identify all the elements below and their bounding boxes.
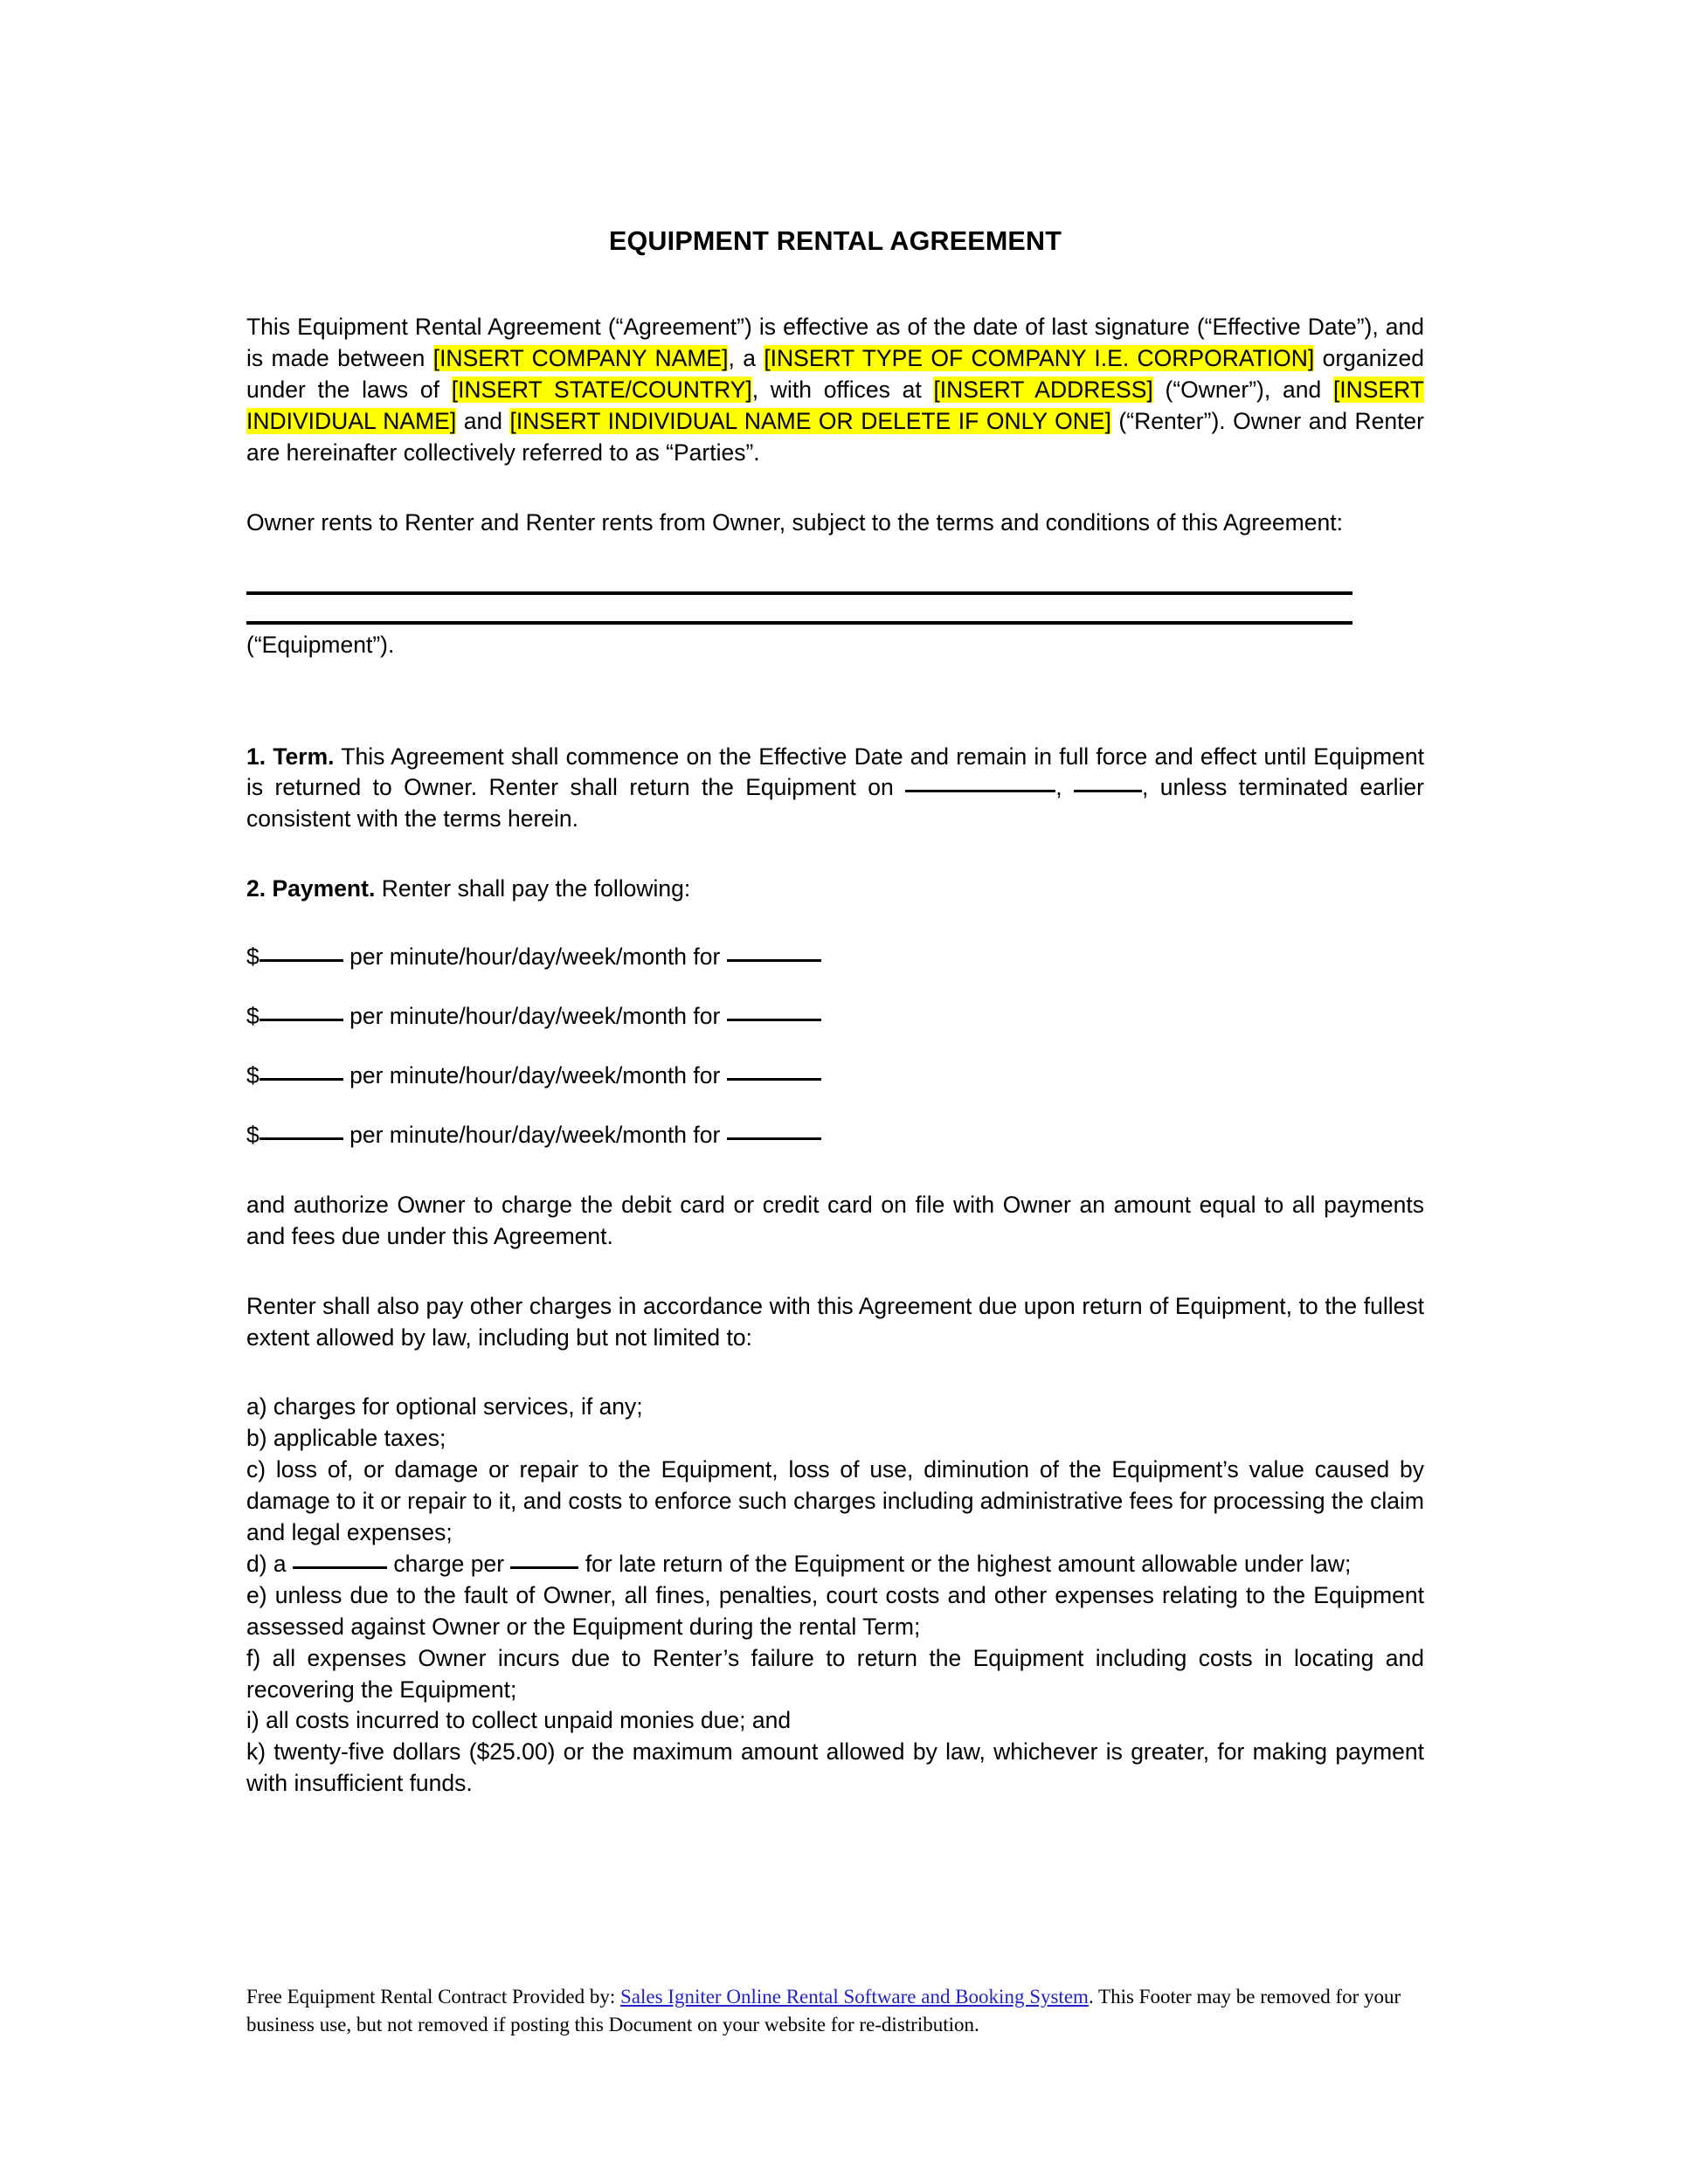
list-item-d-after: for late return of the Equipment or the highest amount allowable under law; — [578, 1550, 1352, 1577]
term-return-time-blank[interactable] — [1074, 772, 1142, 792]
placeholder-state-country: [INSERT STATE/COUNTRY] — [451, 377, 752, 404]
list-item-d — [246, 1549, 1424, 1580]
rate-line-4 — [246, 1120, 1424, 1151]
term-after-blank-2: , unless terminated earlier consistent with the terms herein. — [246, 774, 1424, 833]
spacer — [246, 973, 1424, 1001]
rate-item-blank-4[interactable] — [727, 1120, 821, 1140]
intro-segment-4: , with offices at — [751, 377, 934, 404]
payment-heading: Payment. — [272, 875, 376, 902]
spacer — [246, 539, 1424, 591]
term-number: 1. — [246, 743, 266, 770]
currency-symbol: $ — [246, 1121, 259, 1148]
intro-segment-7: (“Renter”). Owner and Renter are hereinafter collectively referred to as “Parties”. — [246, 407, 1424, 466]
payment-text: Renter shall pay the following: — [381, 875, 691, 902]
currency-symbol: $ — [246, 1003, 259, 1030]
equipment-caption: (“Equipment”). — [246, 631, 395, 658]
currency-symbol: $ — [246, 1061, 259, 1089]
sales-igniter-link[interactable]: Sales Igniter Online Rental Software and Booking System — [619, 1986, 1089, 2008]
rate-amount-blank-3[interactable] — [259, 1061, 343, 1081]
term-text: This Agreement shall commence on the Effective Date and remain in full force and effect until Equipment is returned to Owner. Renter shall return the Equipment on — [246, 743, 1424, 801]
late-charge-period-blank[interactable] — [510, 1549, 578, 1569]
list-item-d-before: d) a — [246, 1550, 294, 1577]
rate-line-3 — [246, 1061, 1424, 1092]
rate-item-blank-3[interactable] — [727, 1061, 821, 1081]
payment-section — [246, 874, 1424, 905]
spacer — [246, 1151, 1424, 1190]
rate-unit-text-2: per minute/hour/day/week/month for — [342, 1003, 727, 1030]
spacer — [246, 905, 1424, 942]
spacer — [246, 1092, 1424, 1120]
term-return-date-blank[interactable] — [905, 772, 1055, 792]
list-item-i: i) all costs incurred to collect unpaid monies due; and — [246, 1707, 792, 1734]
charges-list — [246, 1392, 1424, 1800]
term-section — [246, 742, 1424, 836]
intro-segment-6: and — [456, 407, 510, 434]
list-item-f: f) all expenses Owner incurs due to Renter’s failure to return the Equipment including costs in locating and recovering the Equipment; — [246, 1644, 1424, 1703]
late-charge-amount-blank[interactable] — [293, 1549, 387, 1569]
rate-amount-blank-4[interactable] — [259, 1120, 343, 1140]
intro-segment-3: organized under the laws of — [246, 345, 1424, 404]
document-body — [246, 0, 1424, 1800]
equipment-blank-line-2[interactable] — [246, 621, 1352, 625]
equipment-description-blanks — [246, 591, 1424, 625]
term-heading: Term. — [273, 743, 335, 770]
other-charges-paragraph: Renter shall also pay other charges in accordance with this Agreement due upon return of Equipment, to the fullest extent allowed by law, including but not limited to: — [246, 1292, 1424, 1351]
footer-text-after-link: . This Footer may be removed for your business use, but not removed if posting this Document on your website for re-distribution. — [246, 1986, 1401, 2035]
page-title: EQUIPMENT RENTAL AGREEMENT — [608, 226, 1062, 256]
rate-item-blank-1[interactable] — [727, 942, 821, 962]
placeholder-individual-name-1: [INSERT INDIVIDUAL NAME] — [246, 377, 1424, 434]
spacer — [246, 595, 1424, 621]
rate-amount-blank-2[interactable] — [259, 1001, 343, 1021]
spacer — [246, 1353, 1424, 1392]
list-item-c: c) loss of, or damage or repair to the Equipment, loss of use, diminution of the Equipment’s value caused by damage to it or repair to it, and costs to enforce such charges including administrative fees for processing the claim and legal expenses; — [246, 1456, 1424, 1546]
spacer — [246, 661, 1424, 742]
placeholder-address: [INSERT ADDRESS] — [933, 377, 1153, 404]
rate-item-blank-2[interactable] — [727, 1001, 821, 1021]
list-item-b: b) applicable taxes; — [246, 1425, 446, 1452]
rate-unit-text-1: per minute/hour/day/week/month for — [342, 943, 727, 971]
list-item-d-mid: charge per — [387, 1550, 511, 1577]
currency-symbol: $ — [246, 943, 259, 971]
footer-text-before-link: Free Equipment Rental Contract Provided by: — [246, 1986, 620, 2008]
intro-paragraph — [246, 312, 1424, 469]
payment-number: 2. — [246, 875, 266, 902]
rate-line-2 — [246, 1001, 1424, 1033]
rate-unit-text-3: per minute/hour/day/week/month for — [342, 1061, 727, 1089]
intro-segment-1: This Equipment Rental Agreement (“Agreement”) is effective as of the date of last signature (“Effective Date”), and is made between — [246, 314, 1424, 372]
spacer — [246, 1033, 1424, 1061]
rate-line-1 — [246, 942, 1424, 973]
rents-paragraph: Owner rents to Renter and Renter rents from Owner, subject to the terms and conditions of this Agreement: — [246, 508, 1343, 536]
spacer — [246, 835, 1424, 874]
intro-segment-2: , a — [728, 345, 764, 372]
list-item-k: k) twenty-five dollars ($25.00) or the maximum amount allowed by law, whichever is greater, for making payment with insufficient funds. — [246, 1738, 1424, 1797]
rate-amount-blank-1[interactable] — [259, 942, 343, 962]
intro-segment-5: (“Owner”), and — [1152, 377, 1333, 404]
rate-unit-text-4: per minute/hour/day/week/month for — [342, 1121, 727, 1148]
list-item-a: a) charges for optional services, if any; — [246, 1393, 643, 1420]
spacer — [246, 258, 1424, 312]
placeholder-company-type: [INSERT TYPE OF COMPANY I.E. CORPORATION] — [764, 345, 1315, 372]
spacer — [246, 469, 1424, 508]
list-item-e: e) unless due to the fault of Owner, all fines, penalties, court costs and other expenses relating to the Equipment assessed against Owner or the Equipment during the rental Term; — [246, 1581, 1424, 1640]
authorize-charge-paragraph: and authorize Owner to charge the debit card or credit card on file with Owner an amount equal to all payments and fees due under this Agreement. — [246, 1191, 1424, 1249]
spacer — [246, 1253, 1424, 1291]
term-after-blank-1: , — [1055, 774, 1074, 801]
placeholder-company-name: [INSERT COMPANY NAME] — [432, 345, 729, 372]
placeholder-individual-name-2: [INSERT INDIVIDUAL NAME OR DELETE IF ONLY ONE] — [509, 407, 1111, 434]
page-footer — [246, 1983, 1424, 2038]
